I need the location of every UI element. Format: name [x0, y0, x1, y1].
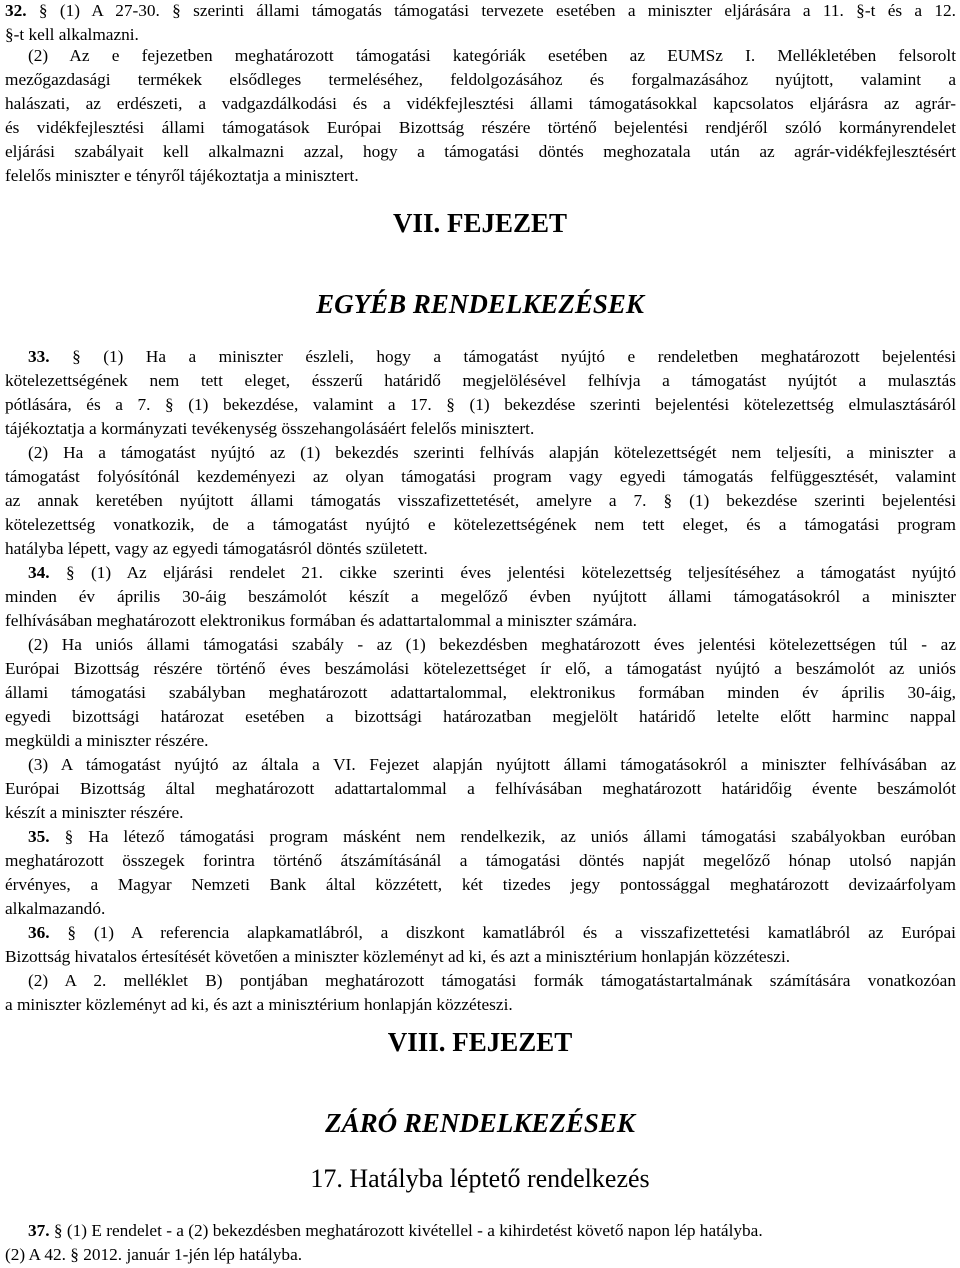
text-line: és vidékfejlesztési állami támogatások Európai Bizottság részére történő bejelentési rendjéről szóló kormányrendelet — [5, 118, 956, 137]
text-line: érvényes, a Magyar Nemzeti Bank által közzétett, két tizedes jegy pontossággal meghatározott devizaárfolyam — [5, 875, 956, 894]
text-line: (3) A támogatást nyújtó az általa a VI. Fejezet alapján nyújtott állami támogatásokról a miniszter felhívásában az — [28, 755, 956, 774]
text-line: állami támogatási szabályban meghatározott adattartalommal, elektronikus formában minden év április 30-áig, — [5, 683, 956, 702]
text-line: meghatározott összegek forintra történő átszámításánál a támogatási döntés napját megelőző hónap utolsó napján — [5, 851, 956, 870]
chapter-title: EGYÉB RENDELKEZÉSEK — [316, 289, 644, 319]
text-line: 32. § (1) A 27-30. § szerinti állami támogatás támogatási tervezete esetében a miniszter eljárására a 11. §-t és a 12. — [5, 1, 956, 20]
text-line: (2) A 42. § 2012. január 1-jén lép hatályba. — [5, 1245, 303, 1264]
text-line: (2) A 2. melléklet B) pontjában meghatározott támogatási formák támogatástartalmának számítására vonatkozóan — [28, 971, 956, 990]
text-line: (2) Ha a támogatást nyújtó az (1) bekezdés szerinti felhívás alapján kötelezettségét nem teljesíti, a miniszter a — [28, 443, 956, 462]
text-line: megküldi a miniszter részére. — [5, 731, 209, 750]
text-line: mezőgazdasági termékek elsődleges termeléséhez, feldolgozásához és forgalmazásához nyújtott, valamint a — [5, 70, 956, 89]
text-line: felhívásában meghatározott elektronikus formában és adattartalommal a miniszter számára. — [5, 611, 637, 630]
text-line: (2) Ha uniós állami támogatási szabály - az (1) bekezdésben meghatározott éves jelentési kötelezettségen túl - az — [28, 635, 956, 654]
text-line: készít a miniszter részére. — [5, 803, 184, 822]
chapter-title: ZÁRÓ RENDELKEZÉSEK — [325, 1108, 635, 1138]
text-line: eljárási szabályait kell alkalmazni azzal, hogy a támogatási döntés meghozatala után az agrár-vidékfejlesztésért — [5, 142, 956, 161]
text-line: tájékoztatja a kormányzati tevékenység összehangolásáért felelős minisztert. — [5, 419, 535, 438]
text-line: Európai Bizottság által meghatározott adattartalommal a felhívásában meghatározott határidőig évente beszámolót — [5, 779, 956, 798]
section-subtitle: 17. Hatályba léptető rendelkezés — [310, 1164, 650, 1193]
text-line: az annak keretében nyújtott állami támogatás visszafizettetését, amelyre a 7. § (1) bekezdése szerinti bejelentési — [5, 491, 956, 510]
text-line: alkalmazandó. — [5, 899, 106, 918]
text-line: egyedi bizottsági határozat esetében a bizottsági határozatban megjelölt határidő letelte előtt harminc nappal — [5, 707, 956, 726]
text-line: 35. § Ha létező támogatási program másként nem rendelkezik, az uniós állami támogatási szabályokban euróban — [28, 827, 956, 846]
chapter-heading: VIII. FEJEZET — [387, 1027, 573, 1057]
text-line: felelős miniszter e tényről tájékoztatja a minisztert. — [5, 166, 359, 185]
text-line: (2) Az e fejezetben meghatározott támogatási kategóriák esetében az EUMSz I. Mellékletében felsorolt — [28, 46, 956, 65]
text-line: Bizottság hivatalos értesítését követően a miniszter közleményt ad ki, és azt a minisztérium honlapján közzéteszi. — [5, 947, 791, 966]
text-line: 36. § (1) A referencia alapkamatlábról, a diszkont kamatlábról és a visszafizettetési kamatlábról az Európai — [28, 923, 956, 942]
text-line: pótlására, és a 7. § (1) bekezdése, valamint a 17. § (1) bekezdése szerinti bejelentési kötelezettség elmulasztásáról — [5, 395, 956, 414]
text-line: halászati, az erdészeti, a vadgazdálkodási és a vidékfejlesztési állami támogatásokkal kapcsolatos eljárásra az agrár- — [5, 94, 956, 113]
text-line: minden év április 30-áig beszámolót készít a megelőző évben nyújtott állami támogatásokról a miniszter — [5, 587, 956, 606]
text-line: Európai Bizottság részére történő éves beszámolási kötelezettséget ír elő, a támogatást nyújtó a beszámolót az uniós — [5, 659, 956, 678]
text-line: kötelezettség vonatkozik, de a támogatást nyújtó e kötelezettségének nem tett eleget, és a támogatási program — [5, 515, 956, 534]
text-line: kötelezettségének nem tett eleget, ésszerű határidő megjelölésével felhívja a támogatást nyújtót a mulasztás — [5, 371, 956, 390]
text-line: 33. § (1) Ha a miniszter észleli, hogy a támogatást nyújtó e rendeletben meghatározott bejelentési — [28, 347, 956, 366]
text-line: 34. § (1) Az eljárási rendelet 21. cikke szerinti éves jelentési kötelezettség teljesítéséhez a támogatást nyújtó — [28, 563, 956, 582]
text-line: támogatást folyósítónál kezdeményezi az olyan támogatási program vagy egyedi támogatás felfüggesztését, valamint — [5, 467, 956, 486]
text-line: 37. § (1) E rendelet - a (2) bekezdésben meghatározott kivétellel - a kihirdetést követő napon lép hatályba. — [28, 1221, 763, 1240]
text-line: hatályba lépett, vagy az egyedi támogatásról döntés született. — [5, 539, 428, 558]
chapter-heading: VII. FEJEZET — [392, 208, 568, 238]
text-line: §-t kell alkalmazni. — [5, 25, 139, 44]
text-line: a miniszter közleményt ad ki, és azt a minisztérium honlapján közzéteszi. — [5, 995, 513, 1014]
